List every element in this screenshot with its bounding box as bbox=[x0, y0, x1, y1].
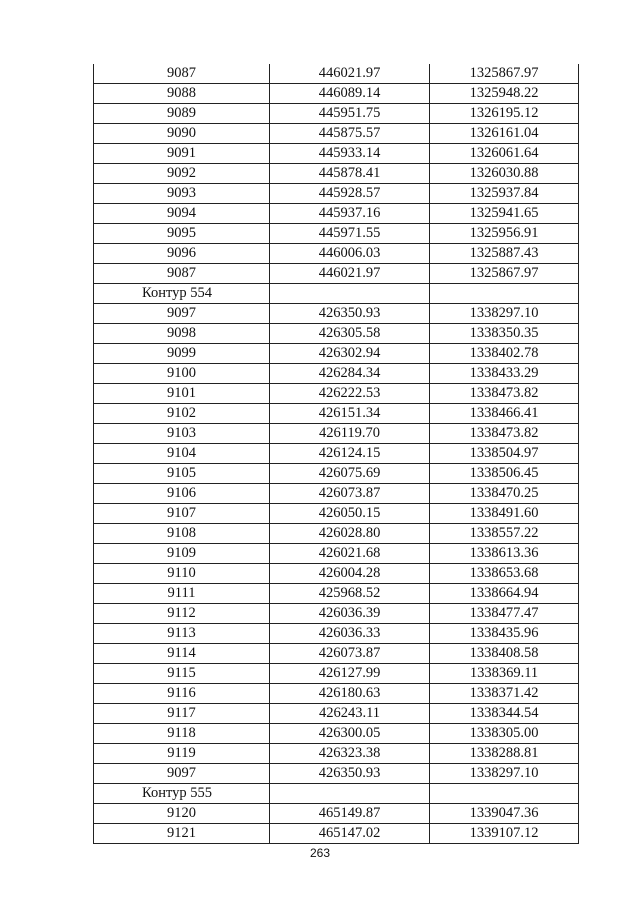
y-coordinate-cell: 1338297.10 bbox=[430, 764, 579, 784]
x-coordinate-cell: 426021.68 bbox=[270, 544, 430, 564]
point-number-cell: 9121 bbox=[94, 824, 270, 844]
point-number-cell: 9105 bbox=[94, 464, 270, 484]
y-coordinate-cell: 1338470.25 bbox=[430, 484, 579, 504]
x-coordinate-cell: 445951.75 bbox=[270, 104, 430, 124]
y-coordinate-cell: 1325937.84 bbox=[430, 184, 579, 204]
x-coordinate-cell: 426050.15 bbox=[270, 504, 430, 524]
y-coordinate-cell: 1325941.65 bbox=[430, 204, 579, 224]
x-coordinate-cell: 426004.28 bbox=[270, 564, 430, 584]
y-coordinate-cell: 1339047.36 bbox=[430, 804, 579, 824]
point-number-cell: 9106 bbox=[94, 484, 270, 504]
y-coordinate-cell: 1338435.96 bbox=[430, 624, 579, 644]
table-row bbox=[94, 804, 579, 824]
table-row bbox=[94, 744, 579, 764]
table-row bbox=[94, 84, 579, 104]
table-row bbox=[94, 644, 579, 664]
x-coordinate-cell: 426323.38 bbox=[270, 744, 430, 764]
x-coordinate-cell: 426302.94 bbox=[270, 344, 430, 364]
x-coordinate-cell: 426222.53 bbox=[270, 384, 430, 404]
contour-header-row bbox=[94, 284, 579, 304]
y-coordinate-cell: 1338491.60 bbox=[430, 504, 579, 524]
table-row bbox=[94, 244, 579, 264]
point-number-cell: 9094 bbox=[94, 204, 270, 224]
point-number-cell: 9096 bbox=[94, 244, 270, 264]
y-coordinate-cell: 1326030.88 bbox=[430, 164, 579, 184]
x-coordinate-cell: 426119.70 bbox=[270, 424, 430, 444]
x-coordinate-cell: 446021.97 bbox=[270, 64, 430, 84]
y-coordinate-cell: 1325887.43 bbox=[430, 244, 579, 264]
x-coordinate-cell: 426073.87 bbox=[270, 644, 430, 664]
point-number-cell: 9099 bbox=[94, 344, 270, 364]
x-coordinate-cell: 445928.57 bbox=[270, 184, 430, 204]
point-number-cell: 9091 bbox=[94, 144, 270, 164]
table-row bbox=[94, 144, 579, 164]
y-coordinate-cell: 1338664.94 bbox=[430, 584, 579, 604]
table-row bbox=[94, 604, 579, 624]
point-number-cell: 9109 bbox=[94, 544, 270, 564]
table-row bbox=[94, 104, 579, 124]
x-coordinate-cell: 426300.05 bbox=[270, 724, 430, 744]
point-number-cell: 9087 bbox=[94, 264, 270, 284]
point-number-cell: 9107 bbox=[94, 504, 270, 524]
empty-cell bbox=[430, 784, 579, 804]
point-number-cell: 9115 bbox=[94, 664, 270, 684]
x-coordinate-cell: 426036.33 bbox=[270, 624, 430, 644]
y-coordinate-cell: 1338408.58 bbox=[430, 644, 579, 664]
table-row bbox=[94, 164, 579, 184]
table-row bbox=[94, 664, 579, 684]
point-number-cell: 9093 bbox=[94, 184, 270, 204]
point-number-cell: 9098 bbox=[94, 324, 270, 344]
x-coordinate-cell: 426350.93 bbox=[270, 304, 430, 324]
point-number-cell: 9092 bbox=[94, 164, 270, 184]
y-coordinate-cell: 1325956.91 bbox=[430, 224, 579, 244]
table-row bbox=[94, 304, 579, 324]
x-coordinate-cell: 426350.93 bbox=[270, 764, 430, 784]
x-coordinate-cell: 426151.34 bbox=[270, 404, 430, 424]
point-number-cell: 9089 bbox=[94, 104, 270, 124]
table-row bbox=[94, 524, 579, 544]
table-row bbox=[94, 624, 579, 644]
contour-header-row bbox=[94, 784, 579, 804]
y-coordinate-cell: 1338466.41 bbox=[430, 404, 579, 424]
x-coordinate-cell: 446006.03 bbox=[270, 244, 430, 264]
x-coordinate-cell: 426036.39 bbox=[270, 604, 430, 624]
contour-label: Контур 554 bbox=[94, 284, 270, 304]
y-coordinate-cell: 1326061.64 bbox=[430, 144, 579, 164]
point-number-cell: 9116 bbox=[94, 684, 270, 704]
x-coordinate-cell: 426284.34 bbox=[270, 364, 430, 384]
y-coordinate-cell: 1338369.11 bbox=[430, 664, 579, 684]
x-coordinate-cell: 445878.41 bbox=[270, 164, 430, 184]
point-number-cell: 9112 bbox=[94, 604, 270, 624]
y-coordinate-cell: 1338477.47 bbox=[430, 604, 579, 624]
table-row bbox=[94, 424, 579, 444]
table-row bbox=[94, 464, 579, 484]
y-coordinate-cell: 1325867.97 bbox=[430, 264, 579, 284]
y-coordinate-cell: 1338613.36 bbox=[430, 544, 579, 564]
x-coordinate-cell: 426028.80 bbox=[270, 524, 430, 544]
point-number-cell: 9097 bbox=[94, 304, 270, 324]
y-coordinate-cell: 1338557.22 bbox=[430, 524, 579, 544]
y-coordinate-cell: 1338473.82 bbox=[430, 424, 579, 444]
point-number-cell: 9102 bbox=[94, 404, 270, 424]
point-number-cell: 9118 bbox=[94, 724, 270, 744]
y-coordinate-cell: 1338506.45 bbox=[430, 464, 579, 484]
empty-cell bbox=[270, 284, 430, 304]
point-number-cell: 9097 bbox=[94, 764, 270, 784]
x-coordinate-cell: 426073.87 bbox=[270, 484, 430, 504]
x-coordinate-cell: 465147.02 bbox=[270, 824, 430, 844]
point-number-cell: 9101 bbox=[94, 384, 270, 404]
x-coordinate-cell: 425968.52 bbox=[270, 584, 430, 604]
empty-cell bbox=[430, 284, 579, 304]
y-coordinate-cell: 1326161.04 bbox=[430, 124, 579, 144]
y-coordinate-cell: 1338297.10 bbox=[430, 304, 579, 324]
contour-label: Контур 555 bbox=[94, 784, 270, 804]
y-coordinate-cell: 1338402.78 bbox=[430, 344, 579, 364]
table-row bbox=[94, 484, 579, 504]
table-row bbox=[94, 64, 579, 84]
point-number-cell: 9108 bbox=[94, 524, 270, 544]
x-coordinate-cell: 426127.99 bbox=[270, 664, 430, 684]
empty-cell bbox=[270, 784, 430, 804]
coordinates-table-body bbox=[94, 64, 579, 844]
x-coordinate-cell: 426243.11 bbox=[270, 704, 430, 724]
y-coordinate-cell: 1338288.81 bbox=[430, 744, 579, 764]
table-row bbox=[94, 444, 579, 464]
point-number-cell: 9095 bbox=[94, 224, 270, 244]
table-row bbox=[94, 544, 579, 564]
x-coordinate-cell: 446089.14 bbox=[270, 84, 430, 104]
x-coordinate-cell: 426075.69 bbox=[270, 464, 430, 484]
y-coordinate-cell: 1338305.00 bbox=[430, 724, 579, 744]
x-coordinate-cell: 446021.97 bbox=[270, 264, 430, 284]
y-coordinate-cell: 1338433.29 bbox=[430, 364, 579, 384]
y-coordinate-cell: 1338653.68 bbox=[430, 564, 579, 584]
y-coordinate-cell: 1338504.97 bbox=[430, 444, 579, 464]
coordinates-table bbox=[93, 64, 579, 844]
x-coordinate-cell: 445933.14 bbox=[270, 144, 430, 164]
table-row bbox=[94, 764, 579, 784]
point-number-cell: 9088 bbox=[94, 84, 270, 104]
point-number-cell: 9120 bbox=[94, 804, 270, 824]
x-coordinate-cell: 465149.87 bbox=[270, 804, 430, 824]
point-number-cell: 9100 bbox=[94, 364, 270, 384]
x-coordinate-cell: 426180.63 bbox=[270, 684, 430, 704]
point-number-cell: 9090 bbox=[94, 124, 270, 144]
y-coordinate-cell: 1325948.22 bbox=[430, 84, 579, 104]
table-row bbox=[94, 324, 579, 344]
table-row bbox=[94, 404, 579, 424]
table-row bbox=[94, 264, 579, 284]
point-number-cell: 9119 bbox=[94, 744, 270, 764]
x-coordinate-cell: 445937.16 bbox=[270, 204, 430, 224]
point-number-cell: 9117 bbox=[94, 704, 270, 724]
table-row bbox=[94, 364, 579, 384]
point-number-cell: 9087 bbox=[94, 64, 270, 84]
table-row bbox=[94, 344, 579, 364]
table-row bbox=[94, 224, 579, 244]
table-row bbox=[94, 204, 579, 224]
table-row bbox=[94, 704, 579, 724]
point-number-cell: 9111 bbox=[94, 584, 270, 604]
point-number-cell: 9103 bbox=[94, 424, 270, 444]
page-number: 263 bbox=[309, 846, 331, 860]
table-row bbox=[94, 584, 579, 604]
point-number-cell: 9113 bbox=[94, 624, 270, 644]
table-row bbox=[94, 504, 579, 524]
y-coordinate-cell: 1338344.54 bbox=[430, 704, 579, 724]
point-number-cell: 9110 bbox=[94, 564, 270, 584]
table-row bbox=[94, 824, 579, 844]
x-coordinate-cell: 426124.15 bbox=[270, 444, 430, 464]
y-coordinate-cell: 1338350.35 bbox=[430, 324, 579, 344]
table-row bbox=[94, 384, 579, 404]
table-row bbox=[94, 184, 579, 204]
table-row bbox=[94, 724, 579, 744]
y-coordinate-cell: 1338371.42 bbox=[430, 684, 579, 704]
table-row bbox=[94, 564, 579, 584]
point-number-cell: 9104 bbox=[94, 444, 270, 464]
y-coordinate-cell: 1325867.97 bbox=[430, 64, 579, 84]
x-coordinate-cell: 426305.58 bbox=[270, 324, 430, 344]
y-coordinate-cell: 1339107.12 bbox=[430, 824, 579, 844]
table-row bbox=[94, 684, 579, 704]
point-number-cell: 9114 bbox=[94, 644, 270, 664]
y-coordinate-cell: 1326195.12 bbox=[430, 104, 579, 124]
y-coordinate-cell: 1338473.82 bbox=[430, 384, 579, 404]
table-row bbox=[94, 124, 579, 144]
x-coordinate-cell: 445971.55 bbox=[270, 224, 430, 244]
x-coordinate-cell: 445875.57 bbox=[270, 124, 430, 144]
